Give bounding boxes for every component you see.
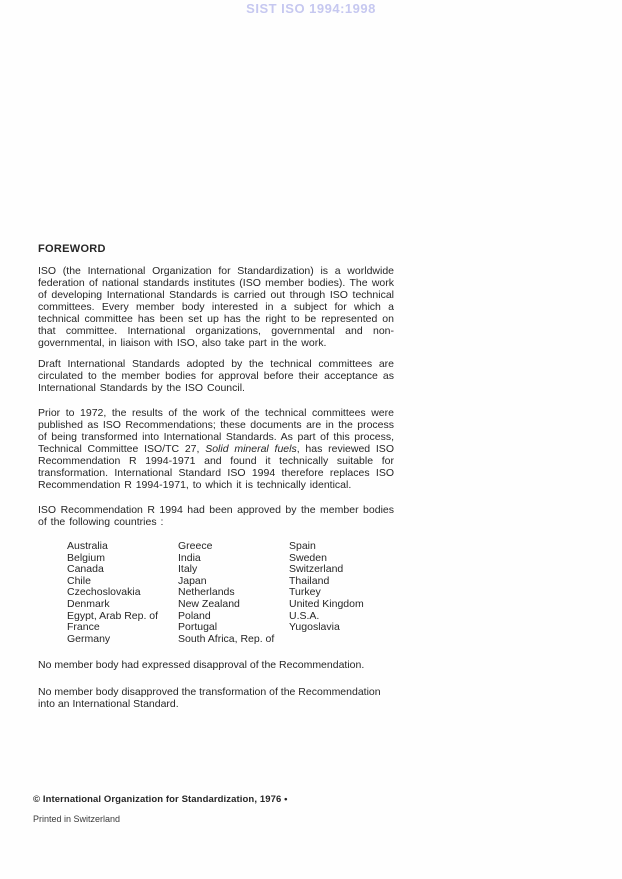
- foreword-paragraph-2: Draft International Standards adopted by the technical committees are circulated to the member bodies for approval before their acceptance as International Standards by the ISO Council.: [38, 358, 394, 394]
- countries-column-3: [289, 541, 394, 645]
- country-item: Turkey: [289, 586, 321, 599]
- country-item: Czechoslovakia: [67, 586, 141, 599]
- country-item: South Africa, Rep. of: [178, 632, 275, 645]
- country-item: India: [178, 551, 201, 564]
- country-item: Italy: [178, 563, 198, 576]
- country-item: Chile: [67, 574, 91, 587]
- paragraph-3-text-before: Prior to 1972, the results of the work of the technical committees were published as ISO Recommendations; these documents are in the process of being transformed into International Standards. As part of this process, Technical Committee ISO/TC 27,: [38, 407, 394, 455]
- foreword-section: [38, 243, 394, 724]
- countries-column-2: [178, 541, 289, 645]
- foreword-paragraph-1: ISO (the International Organization for Standardization) is a worldwide federation of national standards institutes (ISO member bodies). The work of developing International Standards is carried out through ISO technical committees. Every member body interested in a subject for which a technical committee has been set up has the right to be represented on that committee. International organizations, governmental and non-governmental, in liaison with ISO, also take part in the work.: [38, 265, 394, 349]
- country-item: Denmark: [67, 597, 110, 610]
- copyright-line: © International Organization for Standardization, 1976 •: [33, 794, 288, 805]
- country-item: Greece: [178, 540, 213, 552]
- paragraph-3-text-after: , has reviewed ISO Recommendation R 1994-1971 and found it technically suitable for transformation. International Standard ISO 1994 therefore replaces ISO Recommendation R 1994-1971, to which it is technically identical.: [38, 443, 394, 491]
- note-no-disapproval: No member body had expressed disapproval of the Recommendation.: [38, 659, 365, 672]
- country-item: Australia: [67, 540, 108, 552]
- country-item: Thailand: [289, 574, 330, 587]
- country-item: Yugoslavia: [289, 621, 340, 634]
- country-item: Spain: [289, 540, 316, 552]
- country-item: Portugal: [178, 621, 218, 634]
- paragraph-3-italic-phrase: Solid mineral fuels: [205, 443, 297, 455]
- country-item: Netherlands: [178, 586, 235, 599]
- country-item: Belgium: [67, 551, 105, 564]
- country-item: New Zealand: [178, 597, 240, 610]
- foreword-paragraph-3: [38, 407, 394, 491]
- country-item: United Kingdom: [289, 597, 364, 610]
- countries-column-1: [67, 541, 178, 645]
- country-item: Sweden: [289, 551, 327, 564]
- foreword-title: FOREWORD: [38, 243, 106, 255]
- printed-in-line: Printed in Switzerland: [33, 814, 121, 824]
- country-item: Canada: [67, 563, 104, 576]
- country-item: Germany: [67, 632, 111, 645]
- country-item: France: [67, 621, 100, 634]
- note-no-disapproval-transformation: No member body disapproved the transformation of the Recommendation into an International Standard.: [38, 686, 381, 711]
- document-reference-header: SIST ISO 1994:1998: [246, 1, 376, 16]
- member-countries-list: [38, 541, 394, 645]
- country-item: Japan: [178, 574, 207, 587]
- country-item: Switzerland: [289, 563, 344, 576]
- foreword-paragraph-4: ISO Recommendation R 1994 had been approved by the member bodies of the following countries :: [38, 504, 394, 528]
- country-item: Egypt, Arab Rep. of: [67, 609, 159, 622]
- country-item: Poland: [178, 609, 211, 622]
- country-item: U.S.A.: [289, 609, 320, 622]
